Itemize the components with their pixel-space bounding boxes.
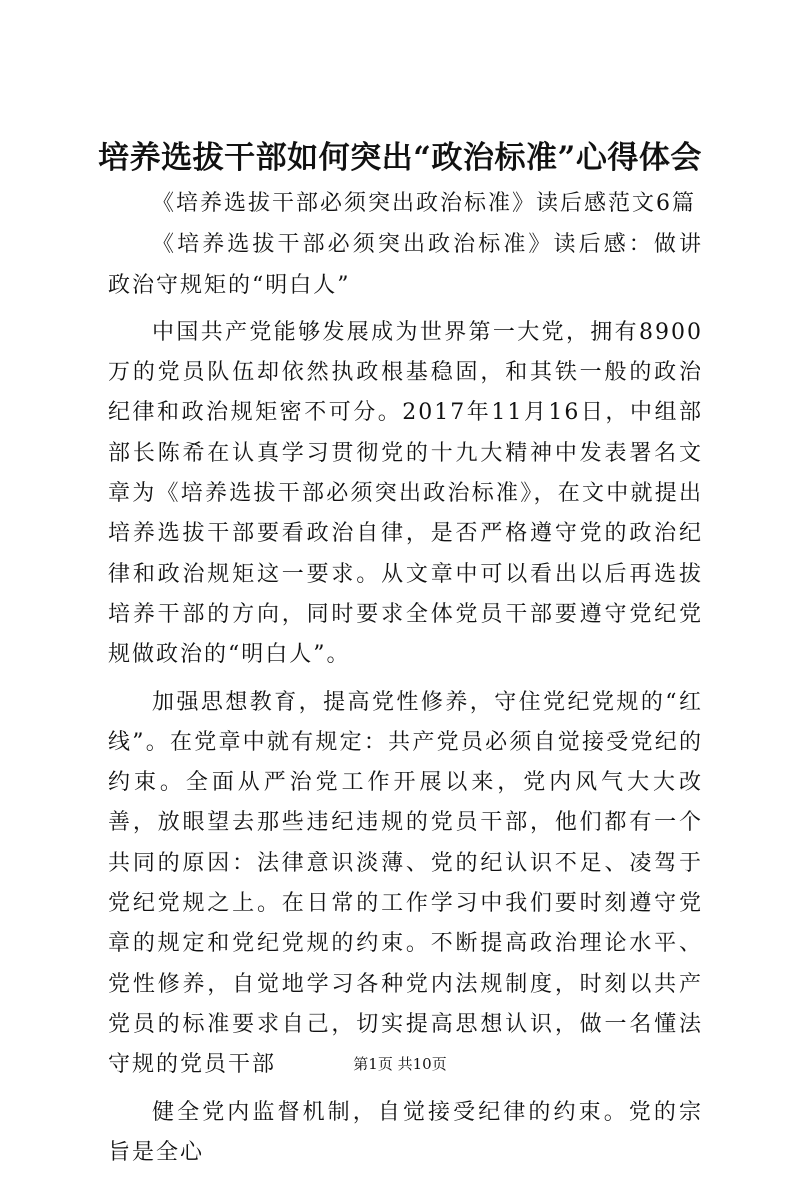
document-subtitle: 《培养选拔干部必须突出政治标准》读后感范文6篇 (152, 191, 696, 216)
paragraph: 健全党内监督机制，自觉接受纪律的约束。党的宗旨是全心 (108, 1099, 703, 1165)
page-number-footer: 第1页 共10页 (353, 1055, 447, 1073)
document-body (108, 184, 703, 1180)
paragraph: 《培养选拔干部必须突出政治标准》读后感：做讲政治守规矩的“明白人” (108, 232, 703, 298)
paragraph: 中国共产党能够发展成为世界第一大党，拥有8900万的党员队伍却依然执政根基稳固，和其铁一般的政治纪律和政治规矩密不可分。2017年11月16日，中组部部长陈希在认真学习贯彻党的十九大精神中发表署名文章为《培养选拔干部必须突出政治标准》，在文中就提出培养选拔干部要看政治自律，是否严格遵守党的政治纪律和政治规矩这一要求。从文章中可以看出以后再选拔培养干部的方向，同时要求全体党员干部要遵守党纪党规做政治的“明白人”。 (108, 319, 703, 668)
document-title: 培养选拔干部如何突出“政治标准”心得体会 (98, 140, 702, 176)
paragraph: 加强思想教育，提高党性修养，守住党纪党规的“红线”。在党章中就有规定：共产党员必须自觉接受党纪的约束。全面从严治党工作开展以来，党内风气大大改善，放眼望去那些违纪违规的党员干部，他们都有一个共同的原因：法律意识淡薄、党的纪认识不足、凌驾于党纪党规之上。在日常的工作学习中我们要时刻遵守党章的规定和党纪党规的约束。不断提高政治理论水平、党性修养，自觉地学习各种党内法规制度，时刻以共产党员的标准要求自己，切实提高思想认识，做一名懂法守规的党员干部 (108, 689, 703, 1078)
